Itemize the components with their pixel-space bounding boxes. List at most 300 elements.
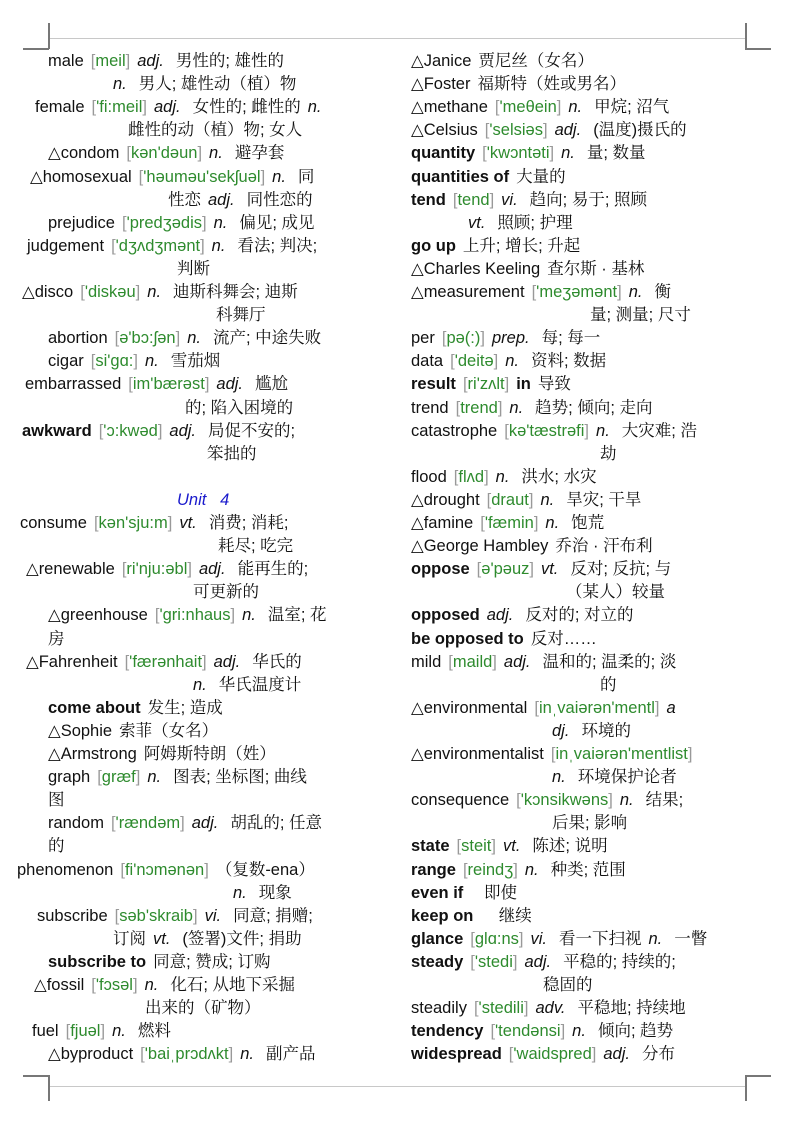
phonetic: [470, 930, 523, 948]
bracket-close: ]: [529, 560, 534, 579]
definition: 趋向; 易于; 照顾: [529, 190, 647, 209]
part-of-speech: vt.: [179, 514, 197, 532]
headword: steadily: [411, 999, 467, 1018]
phonetic: [94, 514, 172, 532]
vocab-line: [216, 304, 273, 327]
phonetic: [122, 560, 192, 578]
definition: 副产品: [265, 1045, 316, 1064]
bracket-open: [: [97, 768, 102, 787]
phonetic: [125, 653, 207, 671]
headword: random: [48, 814, 104, 833]
phonetic: [450, 352, 498, 370]
definition: 雌性的动（植）物; 女人: [128, 121, 303, 140]
definition: 大量的: [516, 167, 566, 186]
headword: △drought: [411, 490, 480, 509]
vocab-line: [48, 142, 291, 165]
bracket-close: ]: [200, 236, 205, 255]
bracket-open: [: [480, 514, 485, 532]
bracket-close: ]: [480, 329, 485, 348]
definition: 笨拙的: [207, 444, 257, 463]
phonetic-text: 'fæmin: [484, 514, 534, 532]
definition: 判断: [177, 259, 210, 278]
bracket-close: ]: [542, 121, 548, 140]
bracket-open: [: [482, 144, 487, 163]
phonetic-text: im'bærəst: [132, 375, 205, 394]
part-of-speech: n.: [233, 883, 247, 902]
headword: per: [411, 329, 435, 348]
bracket-close: ]: [549, 144, 555, 163]
bracket-open: [: [456, 837, 462, 856]
phonetic: [448, 653, 497, 671]
vocab-line: [34, 974, 302, 997]
part-of-speech: n.: [147, 283, 162, 301]
headword-bold: go up: [411, 236, 456, 255]
bracket-close: ]: [493, 352, 499, 371]
phonetic-text: inˌvaiərən'mentl: [538, 698, 655, 717]
bracket-open: [: [65, 1022, 71, 1041]
phonetic-text: 'baiˌprɔdʌkt: [144, 1045, 229, 1064]
definition: 资料; 数据: [531, 352, 607, 371]
phonetic: [532, 283, 622, 301]
vocab-line: [411, 258, 651, 281]
bracket-close: ]: [533, 514, 539, 532]
part-of-speech: n.: [240, 1045, 254, 1064]
vocab-line: [48, 350, 227, 373]
headword: flood: [411, 467, 447, 486]
headword: △Fahrenheit: [26, 652, 118, 671]
bracket-close: ]: [504, 375, 510, 394]
phonetic: [453, 191, 494, 209]
headword: consume: [20, 514, 87, 532]
phonetic: [91, 52, 130, 70]
definition: 福斯特（姓或男名）: [477, 75, 626, 94]
headword: △environmental: [411, 698, 528, 717]
definition: 继续: [480, 906, 532, 925]
phonetic: [463, 861, 518, 879]
bracket-open: [: [473, 999, 479, 1018]
bracket-open: [: [484, 121, 490, 140]
phonetic-text: kən'dəun: [130, 144, 198, 163]
definition: 房: [48, 629, 65, 648]
bracket-open: [: [91, 976, 96, 994]
phonetic: [487, 491, 534, 509]
part-of-speech: n.: [144, 352, 159, 371]
phonetic: [495, 98, 561, 116]
bracket-close: ]: [125, 52, 131, 70]
bracket-close: ]: [187, 560, 192, 579]
definition: 导致: [537, 375, 571, 394]
headword: abortion: [48, 329, 108, 348]
headword: data: [411, 352, 444, 371]
part-of-speech: adj.: [169, 421, 197, 440]
phonetic-text: si'gɑ:: [95, 352, 134, 371]
part-of-speech: n.: [561, 144, 575, 163]
headword-bold: result: [411, 375, 456, 394]
bracket-open: [: [462, 860, 468, 879]
phonetic-text: græf: [101, 768, 136, 787]
definition: 环境保护论者: [577, 768, 677, 787]
part-of-speech: n.: [568, 98, 583, 117]
bracket-open: [: [121, 213, 127, 232]
definition: 洪水; 水灾: [521, 467, 597, 486]
phonetic-text: 'selsiəs: [489, 121, 543, 140]
vocab-line: [590, 304, 698, 327]
vocab-line: [22, 420, 302, 443]
headword-bold: awkward: [22, 421, 92, 440]
bracket-open: [: [476, 560, 482, 579]
headword: △byproduct: [48, 1045, 134, 1064]
bracket-close: ]: [202, 213, 207, 232]
headword-bold: state: [411, 837, 450, 856]
headword-bold: opposed: [411, 606, 480, 625]
part-of-speech: adj.: [503, 652, 531, 671]
headword-bold: tendency: [411, 1022, 484, 1041]
bracket-close: ]: [528, 490, 534, 509]
bracket-open: [: [494, 98, 500, 117]
bracket-open: [: [462, 375, 468, 394]
bracket-close: ]: [584, 421, 590, 440]
vocab-line: [411, 697, 688, 720]
phonetic-text: 'dʒʌdʒmənt: [115, 236, 201, 255]
phonetic: [155, 606, 235, 624]
phonetic: [509, 1045, 597, 1063]
headword: fuel: [32, 1022, 59, 1041]
part-of-speech: vt.: [468, 213, 486, 232]
headword: graph: [48, 768, 91, 787]
definition: 量; 测量; 尺寸: [590, 306, 691, 325]
part-of-speech: adj.: [603, 1045, 630, 1064]
vocab-line: [411, 905, 539, 928]
bracket-open: [: [140, 1045, 145, 1064]
phonetic: [457, 837, 496, 855]
phonetic: [470, 953, 517, 971]
bracket-close: ]: [523, 999, 529, 1018]
unit-heading: Unit 4: [177, 490, 230, 509]
part-of-speech: dj.: [552, 721, 570, 740]
part-of-speech: adj.: [191, 814, 219, 833]
phonetic-text: fjuəl: [70, 1022, 101, 1041]
phonetic: [490, 1022, 565, 1040]
definition: 避孕套: [234, 144, 285, 163]
bracket-open: [: [120, 860, 125, 879]
bracket-open: [: [114, 906, 120, 925]
definition: 上升; 增长; 升起: [462, 236, 581, 255]
bracket-close: ]: [202, 652, 207, 671]
bracket-close: ]: [654, 698, 660, 717]
definition: 现象: [258, 883, 292, 902]
vocab-line: [48, 50, 291, 73]
definition: (签署)文件; 捐助: [182, 929, 302, 948]
vocab-line: [48, 1043, 322, 1066]
phonetic-text: ə'pəuz: [481, 560, 530, 579]
definition: 性恋: [168, 190, 201, 209]
vocab-line: [411, 420, 704, 443]
phonetic: [516, 791, 613, 809]
vocab-line: [26, 558, 315, 581]
definition: 看一下扫视: [559, 929, 642, 948]
phonetic-text: flʌd: [458, 467, 485, 486]
headword: △Sophie: [48, 721, 113, 740]
part-of-speech: n.: [552, 768, 566, 787]
definition: 的: [48, 837, 65, 856]
bracket-open: [: [486, 490, 492, 509]
part-of-speech: n.: [628, 283, 643, 301]
vocab-line: [411, 96, 676, 119]
vocab-line: [411, 281, 678, 304]
definition: 消费; 消耗;: [208, 514, 289, 532]
vocab-line: [411, 73, 633, 96]
bracket-open: [: [90, 352, 96, 371]
bracket-close: ]: [492, 652, 497, 671]
bracket-open: [: [531, 283, 537, 301]
bracket-close: ]: [133, 352, 138, 371]
definition: 同: [297, 167, 315, 186]
definition: 能再生的;: [237, 560, 309, 579]
vocab-line: [411, 350, 613, 373]
vocab-line: [552, 720, 638, 743]
phonetic: [442, 329, 485, 347]
definition: 胡乱的; 任意: [230, 814, 323, 833]
vocab-line: [411, 142, 653, 165]
definition: 的: [600, 675, 617, 694]
bracket-close: ]: [497, 398, 503, 417]
headword-bold: keep on: [411, 906, 474, 925]
bracket-close: ]: [132, 976, 138, 994]
phonetic-text: 'waidspred: [513, 1045, 592, 1064]
definition: 科舞厅: [216, 306, 266, 325]
phonetic-text: draut: [491, 490, 529, 509]
bracket-close: ]: [193, 906, 198, 925]
headword: △environmentalist: [411, 745, 544, 763]
part-of-speech: n.: [113, 75, 127, 94]
part-of-speech: adj.: [554, 121, 582, 140]
headword: △Armstrong: [48, 745, 137, 763]
part-of-speech: n.: [144, 976, 159, 994]
vocab-line: [411, 951, 683, 974]
part-of-speech: n.: [213, 213, 228, 232]
definition: 同性恋的: [246, 190, 313, 209]
definition: 的; 陷入困境的: [185, 398, 294, 417]
phonetic: [120, 861, 208, 879]
part-of-speech: n.: [187, 329, 201, 348]
vocab-line: [411, 397, 660, 420]
bracket-open: [: [452, 190, 458, 209]
part-of-speech: adj.: [213, 652, 241, 671]
bracket-close: ]: [513, 860, 518, 879]
definition: 查尔斯 · 基林: [547, 259, 645, 278]
bracket-open: [: [121, 560, 127, 579]
phonetic: [480, 514, 538, 532]
part-of-speech: vt.: [540, 560, 559, 579]
phonetic: [111, 237, 205, 255]
bracket-open: [: [90, 52, 96, 70]
definition: 同意; 捐赠;: [233, 906, 313, 925]
definition: 男人; 雄性动（植）物: [138, 75, 297, 94]
vocab-line: [411, 628, 604, 651]
vocab-line: [411, 558, 678, 581]
definition: 照顾; 护理: [497, 213, 573, 232]
phonetic-text: 'fi:meil: [96, 98, 143, 117]
headword: mild: [411, 652, 442, 671]
bracket-close: ]: [491, 837, 496, 856]
part-of-speech: a: [666, 698, 676, 717]
bracket-close: ]: [518, 929, 524, 948]
definition: 男性的; 雄性的: [175, 52, 284, 70]
definition: 偏见; 成见: [239, 213, 315, 232]
headword: △Celsius: [411, 121, 478, 140]
bracket-close: ]: [260, 167, 266, 186]
headword-bold: even if: [411, 883, 464, 902]
vocab-line: [22, 281, 305, 304]
headword: △renewable: [26, 560, 115, 579]
headword: male: [48, 52, 84, 70]
vocab-line: [411, 489, 648, 512]
definition: 结果;: [645, 791, 684, 810]
definition: 饱荒: [571, 514, 605, 532]
definition: 图表; 坐标图; 曲线: [173, 768, 307, 787]
phonetic-text: 'ɔ:kwəd: [103, 421, 158, 440]
part-of-speech: adj.: [216, 375, 244, 394]
definition: 索菲（女名）: [119, 721, 219, 740]
definition: 反对……: [530, 629, 597, 648]
part-of-speech: n.: [509, 398, 524, 417]
phonetic-text: 'tendənsi: [495, 1022, 561, 1041]
vocab-line: [411, 835, 615, 858]
bracket-open: [: [450, 352, 455, 371]
vocab-line: [48, 697, 230, 720]
definition: 迪斯科舞会; 迪斯: [173, 283, 298, 301]
part-of-speech: n.: [524, 860, 539, 879]
vocab-line: [566, 581, 672, 604]
phonetic: [139, 168, 265, 186]
bracket-open: [: [534, 698, 539, 717]
part-of-speech: vt.: [502, 837, 521, 856]
part-of-speech: n.: [572, 1022, 586, 1041]
definition: 分布: [641, 1045, 675, 1064]
phonetic-text: 'deitə: [454, 352, 494, 371]
vocab-line: [48, 604, 334, 627]
headword: △condom: [48, 144, 120, 163]
vocab-line: [411, 604, 641, 627]
headword: trend: [411, 398, 449, 417]
vocab-line: [30, 166, 321, 189]
phonetic: [91, 976, 137, 994]
definition: 衡: [654, 283, 671, 301]
part-of-speech: n.: [495, 467, 510, 486]
bracket-open: [: [470, 929, 475, 948]
phonetic: [504, 422, 589, 440]
phonetic: [115, 329, 181, 347]
bracket-close: ]: [228, 1045, 234, 1064]
phonetic-text: 'færənhait: [129, 652, 203, 671]
headword: △fossil: [34, 976, 85, 994]
part-of-speech: n.: [242, 606, 256, 625]
definition: 稳固的: [543, 976, 593, 994]
phonetic-text: 'predʒədis: [126, 213, 202, 232]
vocab-line: [48, 743, 283, 766]
vocab-line: [411, 882, 524, 905]
definition: 订阅: [113, 929, 146, 948]
phonetic: [454, 468, 489, 486]
vocab-line: [48, 789, 72, 812]
part-of-speech: adj.: [198, 560, 226, 579]
phonetic: [80, 283, 140, 301]
headword-bold: quantity: [411, 144, 476, 163]
definition: 旱灾; 干旱: [566, 490, 642, 509]
definition: 阿姆斯特朗（姓）: [143, 745, 276, 763]
part-of-speech: n.: [648, 929, 663, 948]
headword-bold: in: [516, 375, 531, 394]
bracket-open: [: [114, 329, 120, 348]
definition: 大灾难; 浩: [621, 421, 697, 440]
bracket-open: [: [154, 606, 160, 625]
vocab-line: [48, 766, 314, 789]
vocab-line: [26, 651, 309, 674]
bracket-open: [: [504, 421, 509, 440]
phonetic-text: kən'sju:m: [98, 514, 168, 532]
headword: △homosexual: [30, 167, 132, 186]
headword-bold: steady: [411, 952, 464, 971]
phonetic: [140, 1045, 233, 1063]
vocab-line: [543, 974, 600, 997]
bracket-open: [: [128, 375, 133, 394]
headword-bold: oppose: [411, 560, 470, 579]
phonetic-text: pə(:): [446, 329, 481, 348]
definition: 化石; 从地下采掘: [170, 976, 295, 994]
definition: 华氏的: [252, 652, 302, 671]
vocab-line: [32, 1020, 178, 1043]
phonetic: [97, 768, 140, 786]
headword: △George Hambley: [411, 537, 549, 556]
vocab-line: [411, 119, 694, 142]
vocab-line: [411, 1043, 682, 1066]
bracket-close: ]: [100, 1022, 106, 1041]
phonetic-text: 'gri:nhaus: [159, 606, 231, 625]
definition: 看法; 判决;: [237, 236, 318, 255]
bracket-open: [: [448, 652, 453, 671]
part-of-speech: n.: [112, 1022, 126, 1041]
bracket-close: ]: [489, 190, 495, 209]
headword-bold: quantities of: [411, 167, 510, 186]
phonetic-text: glɑ:ns: [474, 929, 519, 948]
vocab-line: [411, 997, 693, 1020]
bracket-open: [: [124, 652, 130, 671]
part-of-speech: adj.: [153, 98, 181, 117]
headword: prejudice: [48, 213, 115, 232]
phonetic-text: 'meʒəmənt: [536, 283, 618, 301]
vocab-line: [411, 50, 601, 73]
part-of-speech: n.: [619, 791, 634, 810]
definition: 后果; 影响: [552, 814, 628, 833]
phonetic-text: tend: [457, 190, 490, 209]
vocab-line: [411, 466, 604, 489]
part-of-speech: n.: [596, 421, 610, 440]
phonetic-text: 'kwɔntəti: [486, 144, 550, 163]
part-of-speech: adv.: [535, 999, 566, 1018]
vocab-line: [48, 327, 328, 350]
bracket-close: ]: [157, 421, 163, 440]
headword-bold: be opposed to: [411, 629, 524, 648]
definition: （复数-ena）: [215, 860, 315, 879]
definition: 倾向; 趋势: [597, 1022, 674, 1041]
phonetic-text: 'meθein: [499, 98, 557, 117]
vocab-line: [600, 443, 624, 466]
bracket-close: ]: [608, 791, 613, 810]
definition: 图: [48, 791, 65, 810]
bracket-open: [: [455, 398, 461, 417]
bracket-close: ]: [230, 606, 236, 625]
headword: △famine: [411, 514, 474, 532]
